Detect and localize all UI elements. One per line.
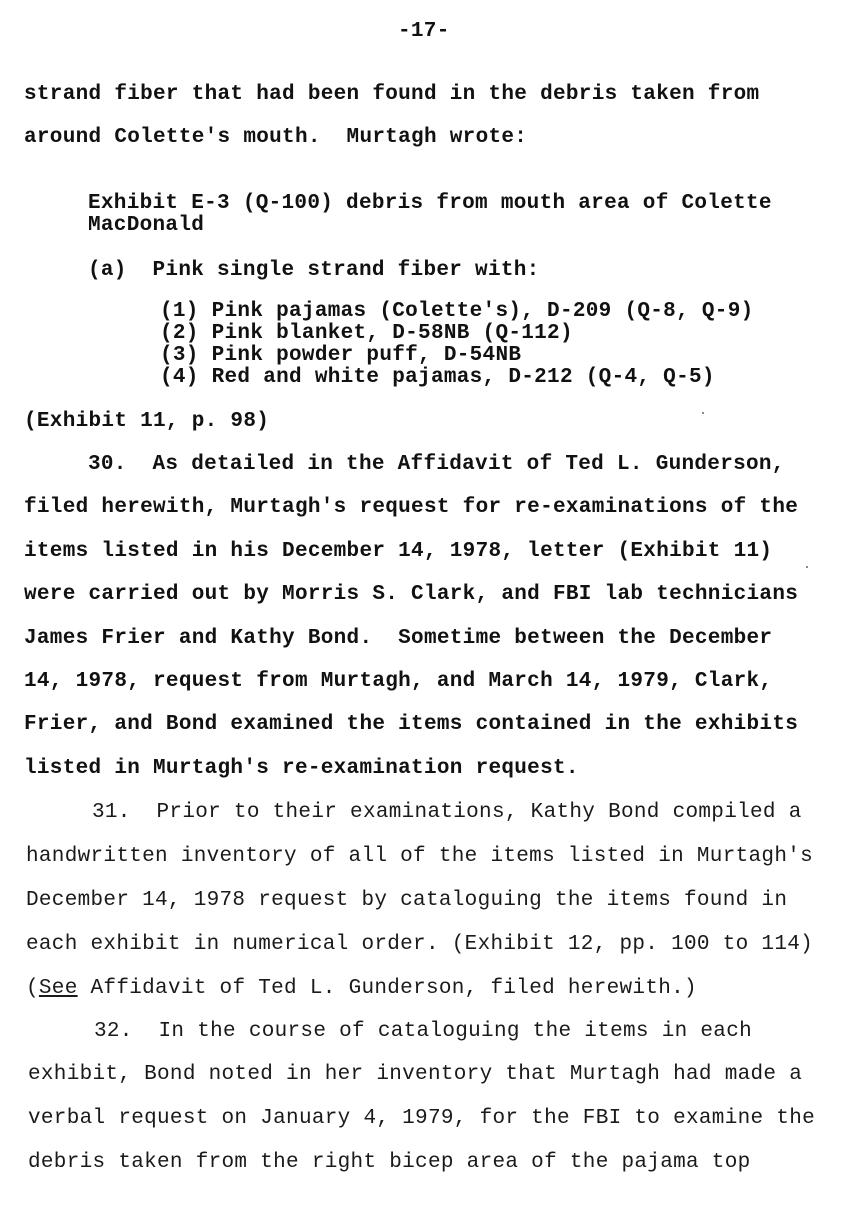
paragraph-30-line: items listed in his December 14, 1978, letter (Exhibit 11): [24, 540, 773, 563]
page-number: -17-: [398, 20, 450, 43]
quote-subheading: (a) Pink single strand fiber with:: [88, 259, 540, 282]
scan-speck: [702, 412, 704, 414]
paragraph-30-line: listed in Murtagh's re-examination request.: [24, 757, 579, 780]
paragraph-31-line: handwritten inventory of all of the items listed in Murtagh's: [26, 845, 814, 868]
paragraph-32-line: 32. In the course of cataloguing the items in each: [94, 1020, 753, 1043]
paragraph-30-line: filed herewith, Murtagh's request for re-examinations of the: [24, 496, 799, 519]
paragraph-31-line: 31. Prior to their examinations, Kathy Bond compiled a: [92, 801, 802, 824]
paren-open: (: [26, 977, 39, 1000]
body-line: strand fiber that had been found in the debris taken from: [24, 83, 760, 106]
quote-line: MacDonald: [88, 214, 205, 237]
paragraph-31-line: December 14, 1978 request by cataloguing the items found in: [26, 889, 788, 912]
citation: (Exhibit 11, p. 98): [24, 410, 270, 433]
scan-speck: [806, 566, 808, 568]
paragraph-30-line: Frier, and Bond examined the items contained in the exhibits: [24, 713, 799, 736]
paragraph-30-line: 14, 1978, request from Murtagh, and March 14, 1979, Clark,: [24, 670, 773, 693]
paragraph-32-line: debris taken from the right bicep area of the pajama top: [28, 1151, 751, 1174]
quote-item: (1) Pink pajamas (Colette's), D-209 (Q-8, Q-9): [160, 300, 754, 323]
quote-item: (3) Pink powder puff, D-54NB: [160, 344, 522, 367]
paragraph-31-line: [26, 977, 697, 1001]
quote-item: (4) Red and white pajamas, D-212 (Q-4, Q-5): [160, 366, 715, 389]
see-signal: See: [38, 977, 78, 1000]
quote-item: (2) Pink blanket, D-58NB (Q-112): [160, 322, 573, 345]
body-line: around Colette's mouth. Murtagh wrote:: [24, 126, 528, 149]
quote-line: Exhibit E-3 (Q-100) debris from mouth area of Colette: [88, 192, 772, 215]
paragraph-32-line: verbal request on January 4, 1979, for the FBI to examine the: [28, 1107, 816, 1130]
paragraph-30-line: James Frier and Kathy Bond. Sometime between the December: [24, 627, 773, 650]
paragraph-30-line: 30. As detailed in the Affidavit of Ted L. Gunderson,: [88, 453, 785, 476]
see-rest: Affidavit of Ted L. Gunderson, filed herewith.): [77, 977, 697, 1000]
paragraph-32-line: exhibit, Bond noted in her inventory that Murtagh had made a: [28, 1063, 803, 1086]
paragraph-31-line: each exhibit in numerical order. (Exhibit 12, pp. 100 to 114): [26, 933, 814, 956]
paragraph-30-line: were carried out by Morris S. Clark, and FBI lab technicians: [24, 583, 799, 606]
